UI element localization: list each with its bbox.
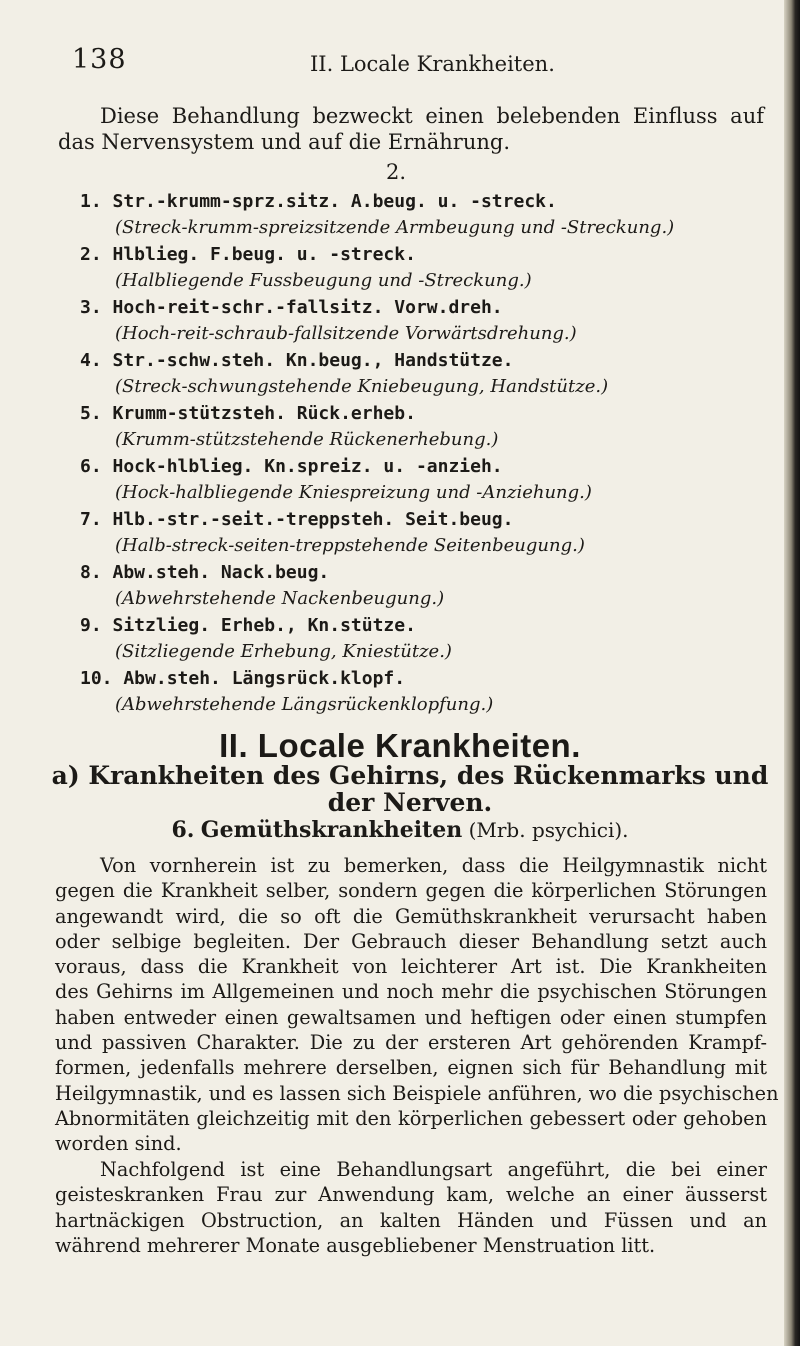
list-item <box>80 191 760 244</box>
page-header <box>72 44 772 84</box>
section-title-line-2: der Nerven. <box>327 788 493 817</box>
exercise-abbreviation: 7. Hlb.-str.-seit.-treppsteh. Seit.beug. <box>80 509 514 530</box>
list-item <box>80 350 760 403</box>
text-line: oder selbige begleiten. Der Gebrauch dieser Behandlung setzt auch <box>55 929 767 953</box>
text-line: Von vornherein ist zu bemerken, dass die Heilgymnastik nicht <box>100 854 767 877</box>
exercise-abbreviation: 2. Hlblieg. F.beug. u. -streck. <box>80 244 416 265</box>
subsection-number: 6. <box>171 817 195 843</box>
exercise-full-name: (Streck-schwungstehende Kniebeugung, Handstütze.) <box>115 376 609 397</box>
list-item <box>80 562 760 615</box>
section-number: 2. <box>386 160 407 184</box>
paragraph-1 <box>55 853 779 1157</box>
list-item <box>80 403 760 456</box>
text-line: voraus, dass die Krankheit von leichterer Art ist. Die Krankheiten <box>55 955 767 979</box>
text-line: haben entweder einen gewaltsamen und heftigen oder einen stumpfen <box>55 1005 767 1029</box>
list-item <box>80 668 760 721</box>
text-line: angewandt wird, die so oft die Gemüthskrankheit verursacht haben <box>55 904 767 928</box>
section-title-line-1: a) Krankheiten des Gehirns, des Rückenmarks und <box>51 761 769 790</box>
exercise-abbreviation: 4. Str.-schw.steh. Kn.beug., Handstütze. <box>80 350 514 371</box>
list-item <box>80 244 760 297</box>
exercise-full-name: (Abwehrstehende Längsrückenklopfung.) <box>115 694 494 715</box>
exercise-full-name: (Abwehrstehende Nackenbeugung.) <box>115 588 445 609</box>
exercise-abbreviation: 1. Str.-krumm-sprz.sitz. A.beug. u. -streck. <box>80 191 557 212</box>
page-edge <box>784 0 800 1346</box>
intro-line-2: das Nervensystem und auf die Ernährung. <box>58 130 511 154</box>
paragraph-2 <box>55 1157 767 1258</box>
running-title: II. Locale Krankheiten. <box>310 52 555 76</box>
exercise-full-name: (Halb-streck-seiten-treppstehende Seitenbeugung.) <box>115 535 585 556</box>
exercise-full-name: (Streck-krumm-spreizsitzende Armbeugung und -Streckung.) <box>115 217 675 238</box>
chapter-title: II. Locale Krankheiten. <box>219 727 581 764</box>
exercise-full-name: (Hoch-reit-schraub-fallsitzende Vorwärtsdrehung.) <box>115 323 577 344</box>
exercise-abbreviation: 8. Abw.steh. Nack.beug. <box>80 562 330 583</box>
text-line: und passiven Charakter. Die zu der ersteren Art gehörenden Krampf- <box>55 1031 767 1055</box>
text-line: während mehrerer Monate ausgebliebener Menstruation litt. <box>55 1233 656 1257</box>
subsection-title: Gemüthskrankheiten <box>200 817 463 843</box>
exercise-full-name: (Krumm-stützstehende Rückenerhebung.) <box>115 429 499 450</box>
text-line: formen, jedenfalls mehrere derselben, eignen sich für Behandlung mit <box>55 1056 767 1080</box>
text-line: des Gehirns im Allgemeinen und noch mehr die psychischen Störungen <box>55 980 767 1004</box>
exercise-abbreviation: 9. Sitzlieg. Erheb., Kn.stütze. <box>80 615 416 636</box>
text-line: geisteskranken Frau zur Anwendung kam, welche an einer äusserst <box>55 1183 767 1207</box>
exercise-abbreviation: 5. Krumm-stützsteh. Rück.erheb. <box>80 403 416 424</box>
text-line: Abnormitäten gleichzeitig mit den körperlichen gebessert oder gehoben <box>55 1106 767 1130</box>
exercise-abbreviation: 6. Hock-hlblieg. Kn.spreiz. u. -anzieh. <box>80 456 503 477</box>
exercise-full-name: (Sitzliegende Erhebung, Kniestütze.) <box>115 641 452 662</box>
subsection-heading <box>0 817 800 843</box>
text-line: hartnäckigen Obstruction, an kalten Händen und Füssen und an <box>55 1208 767 1232</box>
text-line: gegen die Krankheit selber, sondern gegen die körperlichen Störungen <box>55 879 767 903</box>
list-item <box>80 297 760 350</box>
list-item <box>80 456 760 509</box>
exercise-full-name: (Halbliegende Fussbeugung und -Streckung.) <box>115 270 532 291</box>
text-line: worden sind. <box>55 1132 182 1156</box>
page-number: 138 <box>72 44 127 75</box>
exercise-abbreviation: 3. Hoch-reit-schr.-fallsitz. Vorw.dreh. <box>80 297 503 318</box>
exercise-list <box>80 191 760 721</box>
exercise-abbreviation: 10. Abw.steh. Längsrück.klopf. <box>80 668 406 689</box>
text-line: Heilgymnastik, und es lassen sich Beispiele anführen, wo die psychischen <box>55 1081 779 1105</box>
intro-line-1: Diese Behandlung bezweckt einen belebenden Einfluss auf <box>100 104 764 128</box>
list-item <box>80 615 760 668</box>
text-line: Nachfolgend ist eine Behandlungsart angeführt, die bei einer <box>100 1158 767 1181</box>
list-item <box>80 509 760 562</box>
exercise-full-name: (Hock-halbliegende Kniespreizung und -Anziehung.) <box>115 482 592 503</box>
subsection-latin: (Mrb. psychici). <box>468 818 629 842</box>
